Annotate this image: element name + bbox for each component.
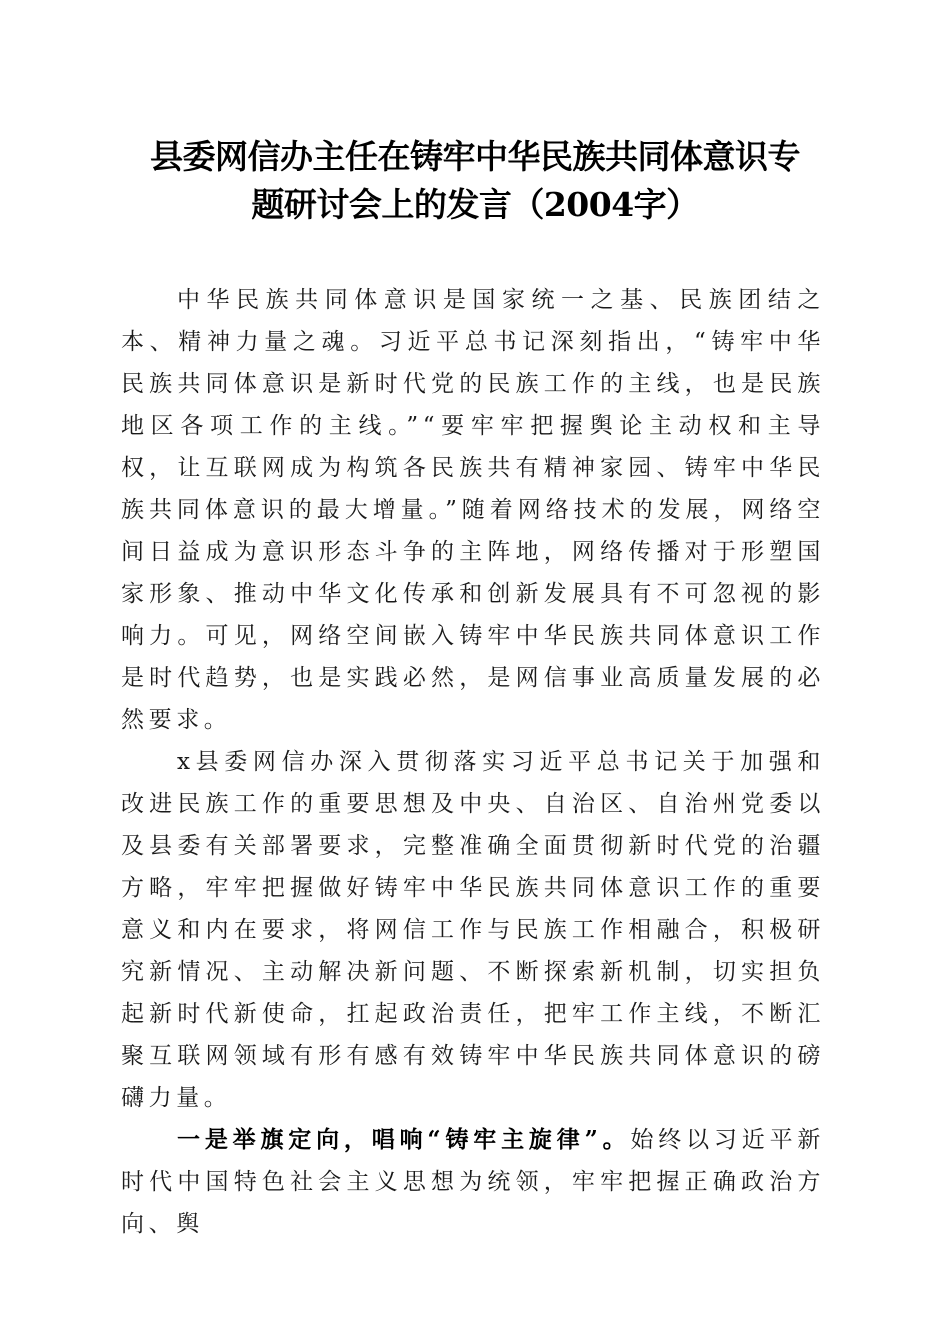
paragraph-lead-heading: 一是举旗定向，唱响“铸牢主旋律”。 bbox=[177, 1126, 631, 1153]
paragraph-text: 中华民族共同体意识是国家统一之基、民族团结之本、精神力量之魂。习近平总书记深刻指出，“铸牢中华民族共同体意识是新时代党的民族工作的主线，也是民族地区各项工作的主线。”“要牢牢把握舆论主动权和主导权，让互联网成为构筑各民族共有精神家园、铸牢中华民族共同体意识的最大增量。”随着网络技术的发展，网络空间日益成为意识形态斗争的主阵地，网络传播对于形塑国家形象、推动中华文化传承和创新发展具有不可忽视的影响力。可见，网络空间嵌入铸牢中华民族共同体意识工作是时代趋势，也是实践必然，是网信事业高质量发展的必然要求。 bbox=[121, 287, 825, 733]
document-title bbox=[110, 133, 840, 229]
paragraph-text: x县委网信办深入贯彻落实习近平总书记关于加强和改进民族工作的重要思想及中央、自治区、自治州党委以及县委有关部署要求，完整准确全面贯彻新时代党的治疆方略，牢牢把握做好铸牢中华民族共同体意识工作的重要意义和内在要求，将网信工作与民族工作相融合，积极研究新情况、主动解决新问题、不断探索新机制，切实担负起新时代新使命，扛起政治责任，把牢工作主线，不断汇聚互联网领域有形有感有效铸牢中华民族共同体意识的磅礴力量。 bbox=[121, 749, 825, 1111]
document-body bbox=[121, 279, 825, 1245]
paragraph-county-office bbox=[121, 741, 825, 1119]
paragraph-intro bbox=[121, 279, 825, 741]
title-line-1: 县委网信办主任在铸牢中华民族共同体意识专 bbox=[150, 137, 800, 176]
title-line-2: 题研讨会上的发言（2004字） bbox=[251, 185, 699, 224]
paragraph-point-one bbox=[121, 1119, 825, 1245]
paragraph-text: 始终以习近平新时代中国特色社会主义思想为统领，牢牢把握正确政治方向、舆 bbox=[121, 1127, 825, 1237]
